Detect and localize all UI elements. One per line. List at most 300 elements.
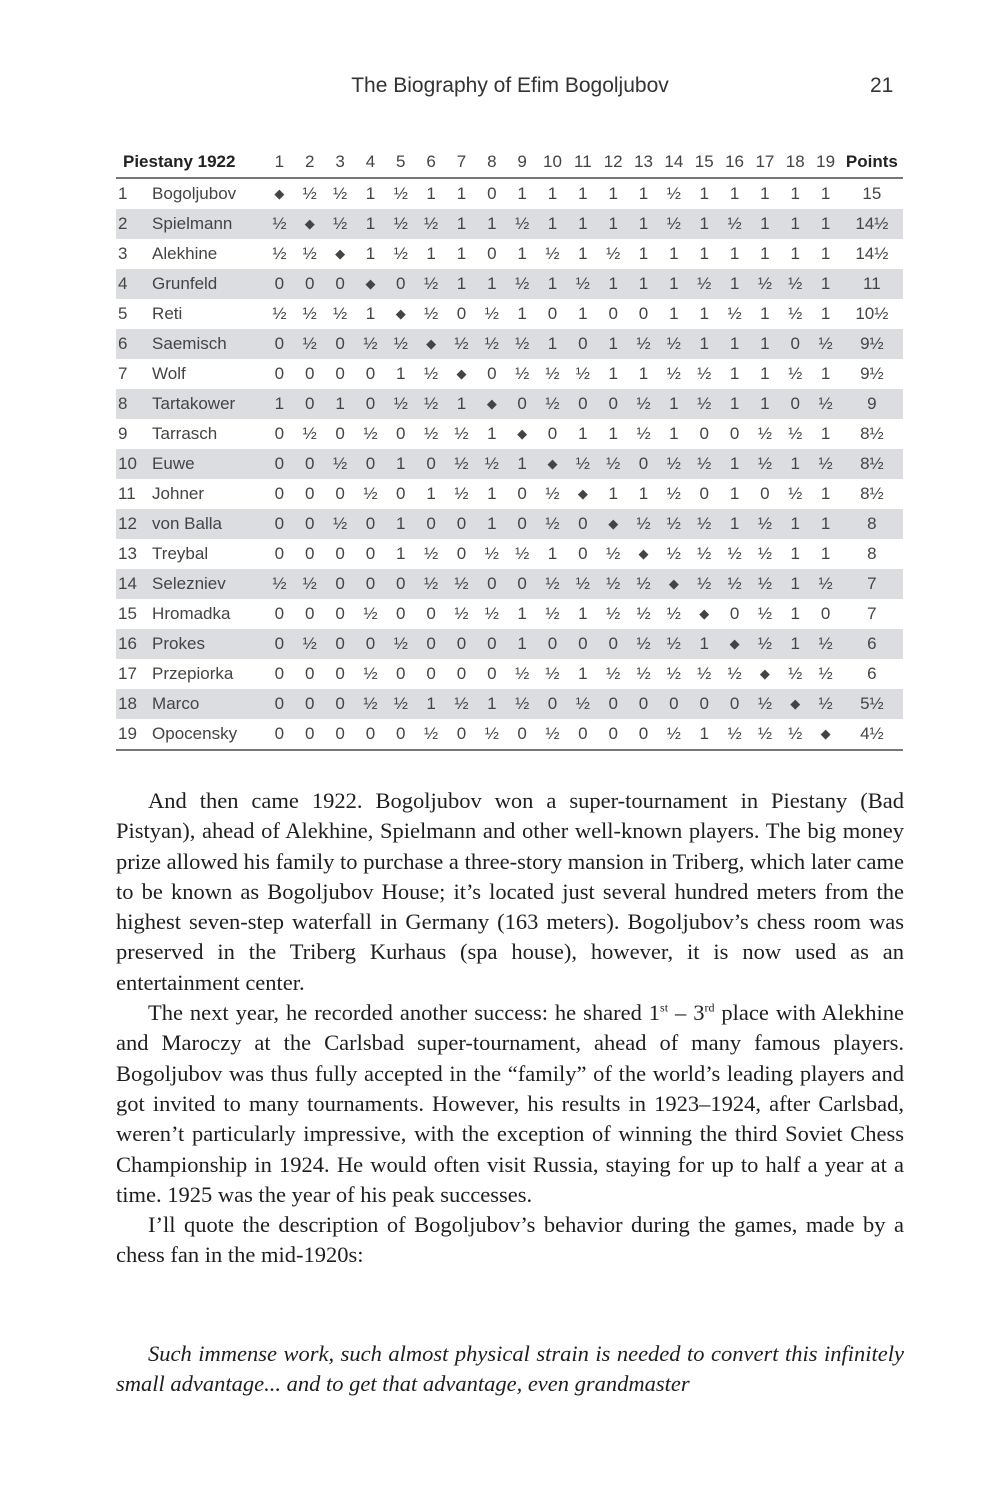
score-cell: 0 [608, 694, 618, 713]
score-cell: 1 [517, 304, 527, 323]
score-cell: 1 [487, 514, 497, 533]
score-cell: ½ [666, 334, 681, 353]
score-cell: ½ [757, 514, 772, 533]
score-cell: ½ [636, 574, 651, 593]
table-row [116, 419, 903, 449]
score-cell: ½ [659, 719, 689, 750]
score-cell: 0 [547, 634, 558, 653]
column-header: 17 [750, 147, 780, 178]
player-name: Bogoljubov [152, 184, 237, 203]
score-cell: 1 [426, 184, 436, 203]
score-cell: ½ [545, 244, 560, 263]
player-rank: 11 [118, 484, 136, 503]
score-cell: ½ [545, 364, 560, 383]
score-cell: 1 [487, 694, 497, 713]
score-cell: 0 [820, 604, 831, 623]
score-cell: 0 [365, 574, 376, 593]
table-row [116, 629, 903, 659]
score-cell: 0 [578, 334, 588, 353]
score-cell: 1 [820, 214, 831, 233]
score-cell: 0 [456, 634, 467, 653]
score-cell: 1 [578, 424, 588, 443]
player-name: Marco [152, 694, 200, 713]
score-cell: ½ [363, 694, 378, 713]
score-cell: 1 [790, 214, 800, 233]
score-cell: 1 [365, 304, 376, 323]
column-header: 7 [446, 147, 476, 178]
score-cell: 1 [608, 334, 618, 353]
score-cell: ½ [363, 484, 378, 503]
score-cell: 1 [517, 604, 527, 623]
score-cell: ½ [333, 454, 348, 473]
score-cell: ½ [363, 604, 378, 623]
points-header: Points [841, 147, 903, 178]
score-cell: 1 [547, 184, 558, 203]
score-cell: 0 [638, 304, 649, 323]
score-cell: 1 [790, 604, 800, 623]
table-row [116, 269, 903, 299]
score-cell: 1 [396, 364, 406, 383]
score-cell: 1 [638, 214, 649, 233]
self-marker: ◆ [608, 516, 619, 531]
player-rank: 5 [118, 304, 128, 323]
score-cell: ½ [636, 604, 651, 623]
score-cell: 0 [487, 634, 497, 653]
score-cell: ½ [606, 604, 621, 623]
score-cell: ½ [545, 574, 560, 593]
player-points: 8½ [860, 484, 884, 503]
score-cell: ½ [515, 364, 530, 383]
player-name: Treybal [152, 544, 209, 563]
score-cell: 0 [274, 364, 285, 383]
score-cell: 1 [820, 544, 831, 563]
score-cell: 0 [699, 424, 709, 443]
column-header: 9 [507, 147, 537, 178]
score-cell: ½ [545, 604, 560, 623]
score-cell: ½ [757, 574, 772, 593]
self-marker: ◆ [517, 426, 528, 441]
crosstable-title: Piestany 1922 [116, 147, 264, 178]
score-cell: 1 [820, 304, 831, 323]
player-name: Przepiorka [152, 664, 234, 683]
score-cell: ½ [515, 694, 530, 713]
score-cell: 0 [638, 694, 649, 713]
score-cell: ½ [454, 484, 469, 503]
score-cell: ½ [788, 304, 803, 323]
score-cell: ½ [424, 544, 439, 563]
score-cell: ½ [424, 394, 439, 413]
score-cell: ½ [363, 664, 378, 683]
score-cell: ½ [393, 394, 408, 413]
paragraph-2-part-b: – 3 [668, 1000, 705, 1026]
running-head [0, 74, 1000, 106]
self-marker: ◆ [426, 336, 437, 351]
score-cell: 1 [760, 244, 770, 263]
score-cell: 1 [820, 274, 831, 293]
player-points: 15 [862, 184, 882, 203]
column-header: 8 [477, 147, 507, 178]
player-points: 4½ [841, 719, 903, 750]
column-header: 3 [325, 147, 355, 178]
column-header: 14 [659, 147, 689, 178]
score-cell: 0 [578, 634, 588, 653]
score-cell: ½ [575, 364, 590, 383]
score-cell: ½ [424, 424, 439, 443]
score-cell: 1 [669, 394, 679, 413]
score-cell: ½ [666, 214, 681, 233]
score-cell: 1 [790, 514, 800, 533]
player-points: 8½ [860, 424, 884, 443]
score-cell: 0 [274, 424, 285, 443]
score-cell: 0 [305, 274, 315, 293]
score-cell: 1 [578, 604, 588, 623]
score-cell: ½ [537, 719, 567, 750]
score-cell: 1 [487, 214, 497, 233]
self-marker: ◆ [274, 186, 285, 201]
player-points: 14½ [855, 244, 889, 263]
score-cell: 1 [729, 364, 740, 383]
player-points: 10½ [855, 304, 889, 323]
score-cell: ½ [788, 664, 803, 683]
score-cell: ½ [302, 574, 317, 593]
score-cell: ½ [302, 634, 317, 653]
score-cell: 0 [365, 454, 376, 473]
score-cell: ½ [606, 544, 621, 563]
self-marker: ◆ [486, 396, 497, 411]
score-cell: 1 [669, 244, 679, 263]
score-cell: ½ [697, 544, 712, 563]
score-cell: 0 [396, 484, 406, 503]
player-name: Prokes [152, 634, 205, 653]
score-cell: ½ [545, 394, 560, 413]
score-cell: 0 [274, 664, 285, 683]
score-cell: ½ [780, 719, 810, 750]
score-cell: ½ [424, 304, 439, 323]
score-cell: 0 [396, 604, 406, 623]
table-row [116, 209, 903, 239]
score-cell: ½ [575, 454, 590, 473]
score-cell: ½ [515, 214, 530, 233]
score-cell: 1 [699, 634, 709, 653]
score-cell: ½ [606, 244, 621, 263]
player-rank: 13 [118, 544, 137, 563]
ordinal-st: st [660, 1000, 669, 1015]
player-points: 6 [867, 634, 877, 653]
score-cell: 0 [264, 719, 294, 750]
score-cell: 0 [335, 574, 345, 593]
score-cell: ½ [727, 214, 742, 233]
score-cell: 1 [547, 274, 558, 293]
score-cell: ½ [393, 214, 408, 233]
score-cell: 1 [517, 184, 527, 203]
player-name: Selezniev [152, 574, 226, 593]
score-cell: 0 [396, 274, 406, 293]
score-cell: 1 [365, 214, 376, 233]
player-name: Alekhine [152, 244, 218, 263]
score-cell: 0 [517, 484, 527, 503]
score-cell: ½ [818, 574, 833, 593]
ordinal-rd: rd [704, 1000, 715, 1015]
column-header: 11 [568, 147, 598, 178]
paragraph-1: And then came 1922. Bogoljubov won a super-tournament in Piestany (Bad Pistyan), ahead of Alekhine, Spielmann and other well-known players. The big money prize allowed his family to purchase a three-story mansion in Triberg, which later came to be known as Bogoljubov House; it’s located just several hundred meters from the highest seven-step waterfall in Germany (163 meters). Bogoljubov’s chess room was preserved in the Triberg Kurhaus (spa house), however, it is now used as an entertainment center. [116, 788, 904, 995]
score-cell: 0 [365, 394, 376, 413]
score-cell: 1 [365, 184, 376, 203]
self-marker: ◆ [638, 546, 649, 561]
score-cell: ½ [788, 274, 803, 293]
column-header: 2 [295, 147, 325, 178]
player-rank: 3 [118, 244, 128, 263]
score-cell: 0 [365, 514, 376, 533]
self-marker: ◆ [335, 246, 346, 261]
score-cell: ½ [636, 514, 651, 533]
column-header: 1 [264, 147, 294, 178]
score-cell: 1 [578, 244, 588, 263]
score-cell: 0 [365, 634, 376, 653]
table-row [116, 479, 903, 509]
score-cell: ½ [393, 244, 408, 263]
score-cell: ½ [515, 664, 530, 683]
score-cell: 1 [729, 394, 740, 413]
score-cell: ½ [484, 304, 499, 323]
player-name: Reti [152, 304, 183, 323]
score-cell: 0 [598, 719, 628, 750]
self-marker: ◆ [456, 366, 467, 381]
self-marker: ◆ [759, 666, 770, 681]
player-rank: 18 [118, 694, 137, 713]
score-cell: 0 [335, 334, 345, 353]
player-name: Spielmann [152, 214, 233, 233]
score-cell: 0 [396, 574, 406, 593]
player-rank: 12 [118, 514, 137, 533]
score-cell: ½ [666, 604, 681, 623]
score-cell: 1 [638, 484, 649, 503]
score-cell: ½ [697, 394, 712, 413]
score-cell: ½ [818, 454, 833, 473]
player-points: 14½ [855, 214, 889, 233]
score-cell: 1 [790, 544, 800, 563]
score-cell: ½ [818, 634, 833, 653]
score-cell: 1 [547, 334, 558, 353]
score-cell: 0 [547, 694, 558, 713]
self-marker: ◆ [729, 636, 740, 651]
column-header: 19 [810, 147, 840, 178]
score-cell: ½ [545, 514, 560, 533]
score-cell: ½ [636, 424, 651, 443]
player-points: 8½ [860, 454, 884, 473]
player-points: 8 [867, 544, 877, 563]
score-cell: 0 [274, 544, 285, 563]
score-cell: 1 [638, 244, 649, 263]
column-header: 16 [719, 147, 749, 178]
score-cell: ½ [333, 514, 348, 533]
score-cell: 1 [578, 214, 588, 233]
self-marker: ◆ [699, 606, 710, 621]
player-name: Johner [152, 484, 205, 503]
score-cell: 1 [396, 544, 406, 563]
score-cell: 0 [487, 664, 497, 683]
score-cell: 1 [820, 424, 831, 443]
score-cell: 1 [578, 304, 588, 323]
score-cell: ½ [515, 544, 530, 563]
player-rank: 16 [118, 634, 137, 653]
score-cell: 0 [274, 454, 285, 473]
score-cell: 0 [305, 514, 315, 533]
score-cell: 0 [365, 364, 376, 383]
column-header: 6 [416, 147, 446, 178]
player-points: 9½ [860, 334, 884, 353]
score-cell: 0 [305, 664, 315, 683]
score-cell: 0 [487, 574, 497, 593]
score-cell: 0 [547, 424, 558, 443]
score-cell: ½ [302, 334, 317, 353]
score-cell: 0 [305, 364, 315, 383]
score-cell: 1 [578, 184, 588, 203]
score-cell: ½ [333, 184, 348, 203]
score-cell: 0 [335, 634, 345, 653]
table-row [116, 178, 903, 209]
score-cell: 0 [608, 394, 618, 413]
table-row [116, 239, 903, 269]
score-cell: ½ [302, 184, 317, 203]
player-rank: 6 [118, 334, 128, 353]
table-row [116, 509, 903, 539]
score-cell: ½ [333, 214, 348, 233]
player-name: Hromadka [152, 604, 231, 623]
score-cell: ½ [636, 664, 651, 683]
score-cell: 1 [396, 454, 406, 473]
score-cell: 0 [335, 364, 345, 383]
score-cell: 0 [517, 514, 527, 533]
score-cell: 1 [729, 334, 740, 353]
score-cell: 0 [628, 719, 658, 750]
player-rank: 15 [118, 604, 137, 623]
score-cell: 1 [699, 214, 709, 233]
score-cell: 0 [568, 719, 598, 750]
column-header: 12 [598, 147, 628, 178]
score-cell: ½ [666, 364, 681, 383]
player-name: Grunfeld [152, 274, 218, 293]
score-cell: ½ [757, 694, 772, 713]
score-cell: 1 [790, 184, 800, 203]
score-cell: 0 [365, 544, 376, 563]
score-cell: 1 [790, 244, 800, 263]
running-title: The Biography of Efim Bogoljubov [351, 74, 669, 97]
score-cell: 1 [608, 184, 618, 203]
score-cell: 0 [426, 514, 436, 533]
score-cell: ½ [606, 454, 621, 473]
score-cell: 1 [456, 184, 467, 203]
score-cell: 1 [456, 394, 467, 413]
score-cell: 0 [386, 719, 416, 750]
score-cell: 1 [547, 214, 558, 233]
score-cell: 1 [426, 244, 436, 263]
score-cell: 0 [638, 454, 649, 473]
score-cell: ½ [606, 574, 621, 593]
score-cell: 1 [426, 694, 436, 713]
score-cell: 1 [790, 454, 800, 473]
score-cell: 1 [820, 514, 831, 533]
player-points: 8 [867, 514, 877, 533]
score-cell: ½ [727, 574, 742, 593]
score-cell: 0 [578, 394, 588, 413]
score-cell: 0 [507, 719, 537, 750]
score-cell: 0 [446, 719, 476, 750]
player-rank: 1 [118, 184, 128, 203]
score-cell: 1 [729, 244, 740, 263]
score-cell: 1 [608, 274, 618, 293]
score-cell: ½ [636, 334, 651, 353]
body-text [116, 786, 904, 1271]
score-cell: 0 [699, 694, 709, 713]
score-cell: 0 [608, 634, 618, 653]
page-number: 21 [870, 74, 894, 97]
column-header: 18 [780, 147, 810, 178]
score-cell: 0 [487, 184, 497, 203]
score-cell: ½ [666, 184, 681, 203]
score-cell: 0 [487, 364, 497, 383]
score-cell: 0 [396, 664, 406, 683]
score-cell: 0 [547, 304, 558, 323]
score-cell: 0 [456, 514, 467, 533]
score-cell: 1 [760, 304, 770, 323]
table-row [116, 329, 903, 359]
score-cell: 1 [638, 274, 649, 293]
score-cell: 1 [456, 214, 467, 233]
score-cell: ½ [515, 334, 530, 353]
player-points: 6 [867, 664, 877, 683]
self-marker: ◆ [395, 306, 406, 321]
score-cell: ½ [393, 334, 408, 353]
player-name: Opocensky [152, 719, 264, 750]
score-cell: 0 [456, 544, 467, 563]
player-rank: 14 [118, 574, 137, 593]
score-cell: 0 [699, 484, 709, 503]
score-cell: 0 [426, 454, 436, 473]
score-cell: ½ [750, 719, 780, 750]
score-cell: 0 [335, 664, 345, 683]
score-cell: 0 [760, 484, 770, 503]
crosstable [116, 147, 903, 751]
score-cell: 1 [820, 244, 831, 263]
score-cell: 1 [790, 634, 800, 653]
score-cell: ½ [606, 664, 621, 683]
score-cell: 0 [335, 544, 345, 563]
score-cell: 1 [669, 304, 679, 323]
score-cell: 1 [517, 454, 527, 473]
score-cell: 0 [487, 244, 497, 263]
column-header: 13 [628, 147, 658, 178]
score-cell: 1 [820, 364, 831, 383]
score-cell: ½ [302, 424, 317, 443]
score-cell: 0 [456, 664, 467, 683]
paragraph-2 [116, 998, 904, 1210]
player-name: Euwe [152, 454, 195, 473]
score-cell: 0 [669, 694, 679, 713]
player-points: 9 [867, 394, 877, 413]
score-cell: ½ [697, 454, 712, 473]
score-cell: ½ [666, 544, 681, 563]
score-cell: 1 [760, 334, 770, 353]
table-row [116, 539, 903, 569]
player-rank: 19 [116, 719, 152, 750]
crosstable-body [116, 178, 903, 750]
player-name: Saemisch [152, 334, 227, 353]
score-cell: 1 [365, 244, 376, 263]
score-cell: ½ [788, 484, 803, 503]
score-cell: ½ [484, 604, 499, 623]
self-marker: ◆ [810, 719, 840, 750]
score-cell: ½ [545, 484, 560, 503]
